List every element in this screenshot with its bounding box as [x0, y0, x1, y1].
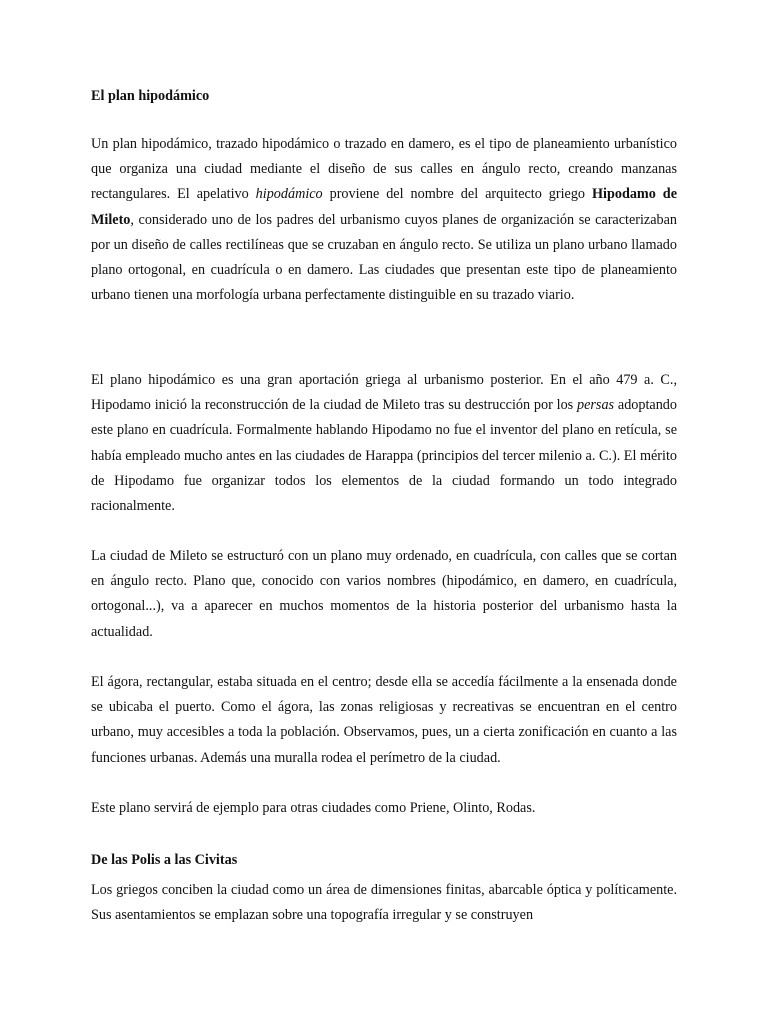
bold-name: Hipodamo de Mileto [91, 186, 677, 228]
paragraph-mileto: La ciudad de Mileto se estructuró con un plano muy ordenado, en cuadrícula, con calles que se cortan en ángulo recto. Plano que, conocido con varios nombres (hipodámico, en damero, en cuadrícula, ortogonal...), va a aparecer en muchos momentos de la historia posterior del urbanismo hasta la actualidad. [91, 548, 677, 640]
paragraph-example-cities: Este plano servirá de ejemplo para otras ciudades como Priene, Olinto, Rodas. [91, 800, 536, 816]
italic-term: persas [577, 397, 615, 414]
paragraph-text: adoptando este plano en cuadrícula. Formalmente hablando Hipodamo no fue el inventor del plano en retícula, se había empleado mucho antes en las ciudades de Harappa (principios del tercer milenio a. C.). El mérito de Hipodamo fue organizar todos los elementos de la ciudad formando un todo integrado racionalmente. [91, 397, 677, 515]
paragraph-intro [91, 132, 677, 308]
paragraph-text: El plano hipodámico es una gran aportación griega al urbanismo posterior. En el año 479 a. C., Hipodamo inició la reconstrucción de la ciudad de Mileto tras su destrucción por los [91, 372, 677, 414]
paragraph-griegos: Los griegos conciben la ciudad como un área de dimensiones finitas, abarcable óptica y políticamente. Sus asentamientos se emplazan sobre una topografía irregular y se construyen [91, 882, 677, 924]
paragraph-agora: El ágora, rectangular, estaba situada en el centro; desde ella se accedía fácilmente a la ensenada donde se ubicaba el puerto. Como el ágora, las zonas religiosas y recreativas se encuentran en el centro urbano, muy accesibles a toda la población. Observamos, pues, un a cierta zonificación en cuanto a las funciones urbanas. Además una muralla rodea el perímetro de la ciudad. [91, 674, 677, 766]
section-heading-polis-civitas: De las Polis a las Civitas [91, 852, 238, 868]
italic-term: hipodámico [255, 186, 323, 203]
paragraph-text: Un plan hipodámico, trazado hipodámico o trazado en damero, es el tipo de planeamiento urbanístico que organiza una ciudad mediante el diseño de sus calles en ángulo recto, creando manzanas rectangulares. El apelativo [91, 136, 677, 203]
paragraph-history [91, 368, 677, 519]
paragraph-text: , considerado uno de los padres del urbanismo cuyos planes de organización se caracterizaban por un diseño de calles rectilíneas que se cruzaban en ángulo recto. Se utiliza un plano urbano llamado plano ortogonal, en cuadrícula o en damero. Las ciudades que presentan este tipo de planeamiento urbano tienen una morfología urbana perfectamente distinguible en su trazado viario. [91, 211, 677, 304]
paragraph-text: proviene del nombre del arquitecto griego [322, 186, 592, 203]
section-heading-plan-hipodamico: El plan hipodámico [91, 88, 210, 104]
